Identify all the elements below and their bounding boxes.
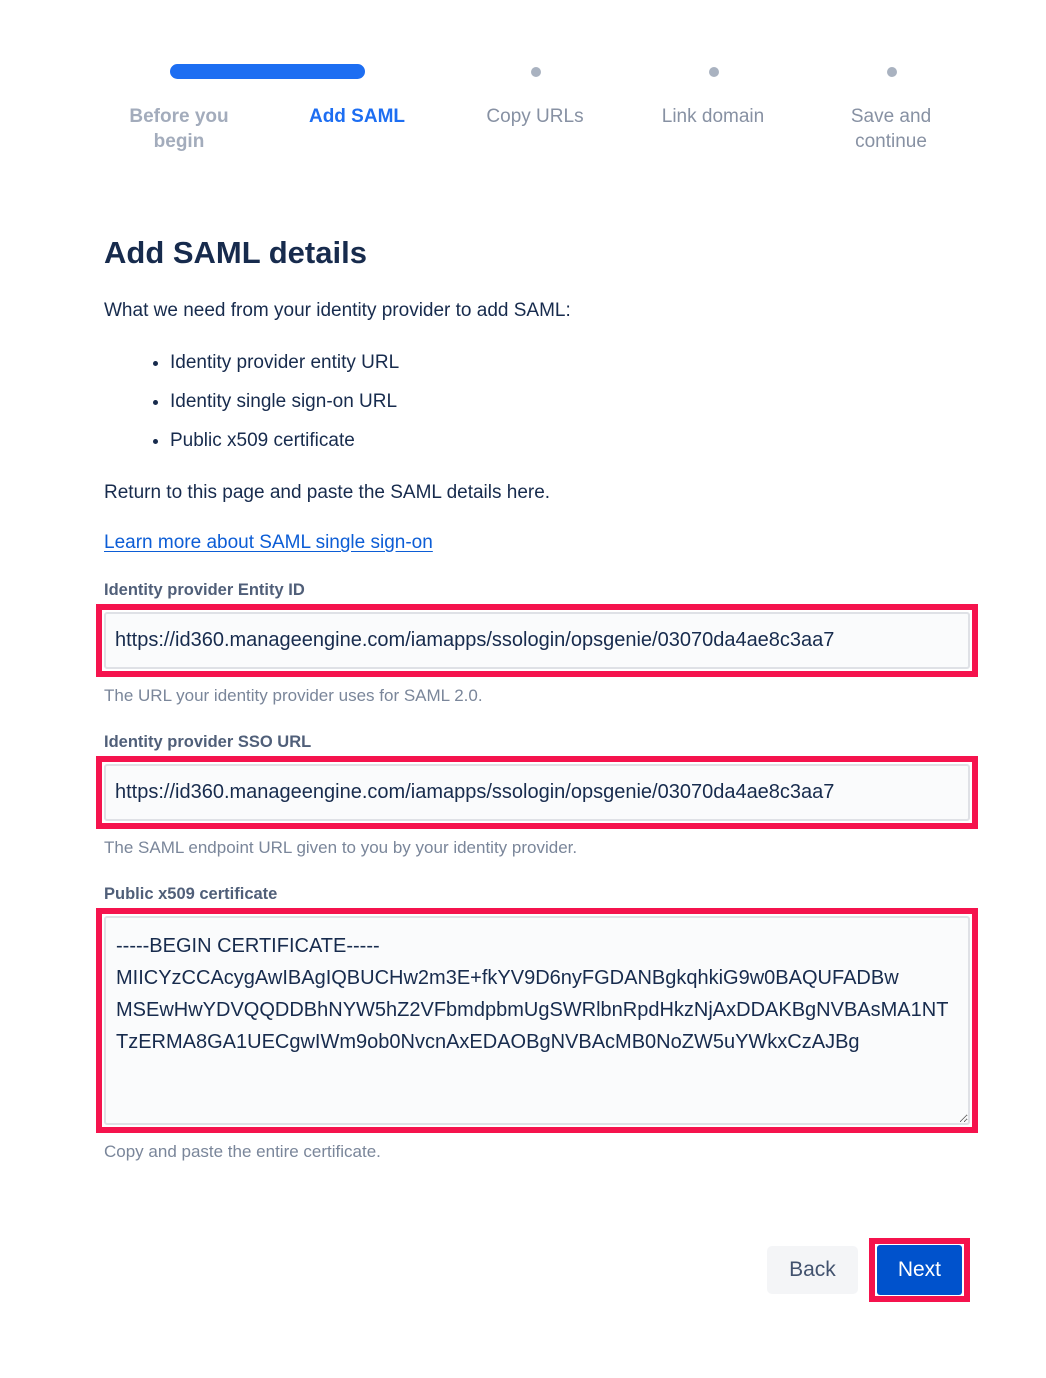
learn-more-link[interactable]: Learn more about SAML single sign-on (104, 532, 433, 553)
entity-id-helper: The URL your identity provider uses for SAML 2.0. (104, 686, 483, 705)
entity-id-field (104, 581, 970, 706)
stepper-labels (90, 104, 980, 154)
sso-url-helper: The SAML endpoint URL given to you by your identity provider. (104, 838, 578, 857)
step-copy-urls: Copy URLs (486, 106, 584, 127)
step-link-domain: Link domain (661, 106, 765, 127)
form-actions (104, 1238, 970, 1302)
step-dot-link-domain (709, 67, 719, 77)
list-item: • Public x509 certificate (170, 429, 970, 453)
next-button[interactable]: Next (877, 1245, 962, 1295)
return-note: Return to this page and paste the SAML details here. (104, 482, 551, 503)
entity-id-highlight-box (96, 604, 978, 677)
certificate-label: Public x509 certificate (104, 885, 278, 903)
sso-url-highlight-box (96, 756, 978, 829)
entity-id-label: Identity provider Entity ID (104, 581, 305, 599)
next-highlight-box (869, 1238, 970, 1302)
list-item: • Identity provider entity URL (170, 351, 970, 375)
page-title: Add SAML details (104, 235, 367, 270)
entity-id-input[interactable] (104, 612, 970, 669)
stepper-track (90, 64, 980, 79)
sso-url-input[interactable] (104, 764, 970, 821)
certificate-field (104, 885, 970, 1162)
certificate-highlight-box (96, 908, 978, 1133)
requirements-list (104, 351, 970, 453)
certificate-helper: Copy and paste the entire certificate. (104, 1142, 381, 1161)
step-dot-copy-urls (531, 67, 541, 77)
step-dot-save-and-continue (887, 67, 897, 77)
step-add-saml: Add SAML (308, 106, 406, 127)
progress-bar (170, 64, 365, 79)
sso-url-field (104, 733, 970, 858)
setup-progress-stepper (90, 64, 980, 154)
main-content (104, 235, 970, 1302)
intro-text: What we need from your identity provider to add SAML: (104, 300, 571, 321)
certificate-textarea[interactable] (104, 916, 970, 1125)
step-before-you-begin: Before you begin (129, 106, 229, 152)
list-item: • Identity single sign-on URL (170, 390, 970, 414)
sso-url-label: Identity provider SSO URL (104, 733, 312, 751)
back-button[interactable]: Back (767, 1246, 858, 1294)
step-save-and-continue: Save and continue (850, 106, 932, 152)
